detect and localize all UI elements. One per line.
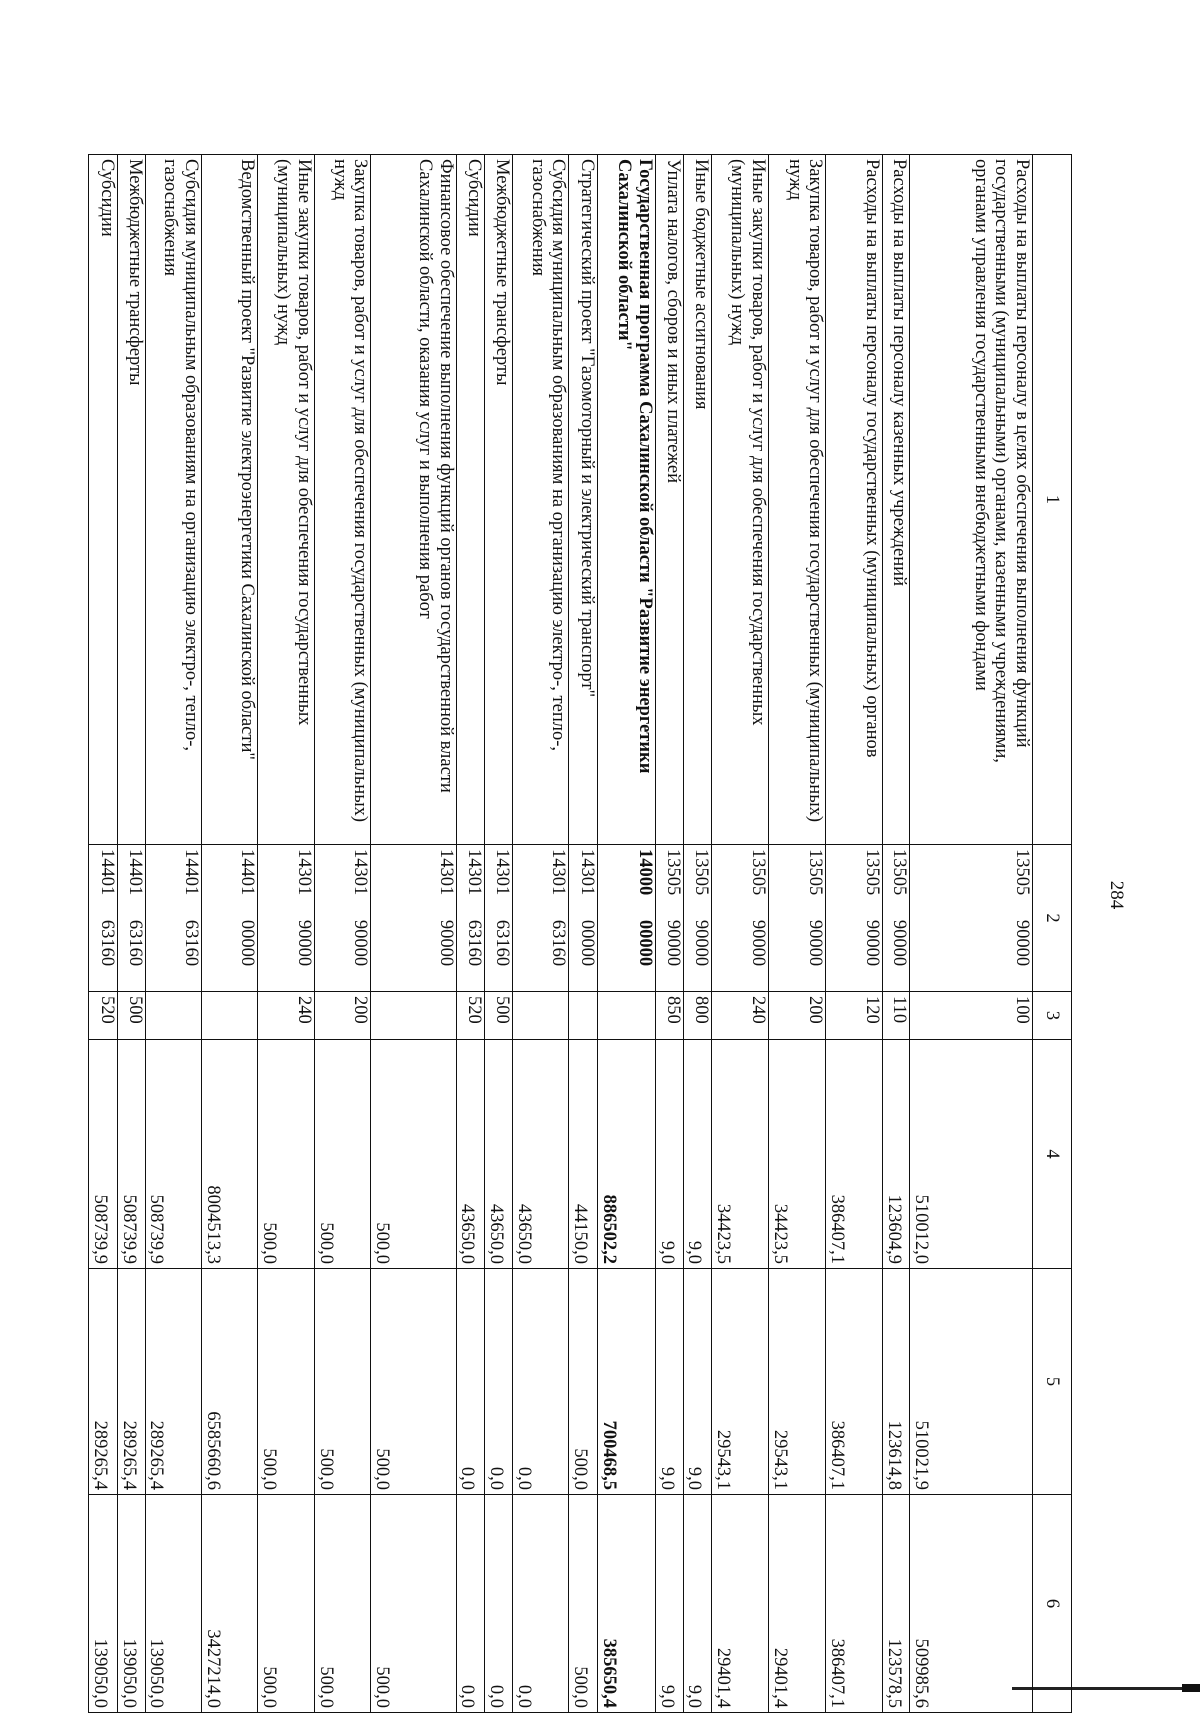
row-value-cell: 9,0: [683, 1495, 712, 1713]
row-value-cell: 123578,5: [882, 1495, 910, 1713]
row-expense-type-cell: 200: [768, 992, 826, 1040]
row-value-cell: 139050,0: [118, 1495, 146, 1713]
row-name-cell: Иные бюджетные ассигнования: [683, 155, 712, 845]
row-value-cell: 386407,1: [826, 1495, 882, 1713]
row-expense-type-cell: 500: [485, 992, 513, 1040]
table-row: [569, 155, 598, 1713]
row-name-cell: Ведомственный проект "Развитие электроэнергетики Сахалинской области": [202, 155, 258, 845]
row-value-cell: 500,0: [258, 1040, 314, 1269]
column-header: 3: [1033, 992, 1072, 1040]
row-value-cell: 500,0: [314, 1040, 370, 1269]
row-expense-type-cell: 800: [683, 992, 712, 1040]
row-value-cell: 500,0: [371, 1040, 456, 1269]
row-expense-type-cell: [202, 992, 258, 1040]
table-row: [712, 155, 768, 1713]
table-row: [145, 155, 201, 1713]
row-expense-type-cell: 520: [89, 992, 118, 1040]
row-value-cell: 289265,4: [118, 1269, 146, 1495]
row-code-cell: 14301 63160: [456, 845, 485, 992]
row-value-cell: 29401,4: [712, 1495, 768, 1713]
row-value-cell: 500,0: [371, 1495, 456, 1713]
row-value-cell: 509985,6: [910, 1495, 1033, 1713]
row-name-cell: Субсидия муниципальным образованиям на организацию электро-, тепло-, газоснабжения: [145, 155, 201, 845]
row-expense-type-cell: 110: [882, 992, 910, 1040]
table-row: [371, 155, 456, 1713]
table-row: [513, 155, 569, 1713]
row-value-cell: 9,0: [655, 1495, 683, 1713]
row-value-cell: 0,0: [456, 1495, 485, 1713]
row-code-cell: 14301 90000: [371, 845, 456, 992]
row-name-cell: Субсидия муниципальным образованиям на организацию электро-, тепло-, газоснабжения: [513, 155, 569, 845]
row-code-cell: 14401 63160: [118, 845, 146, 992]
row-value-cell: 9,0: [655, 1040, 683, 1269]
row-value-cell: 500,0: [569, 1495, 598, 1713]
row-value-cell: 0,0: [513, 1269, 569, 1495]
row-value-cell: 29401,4: [768, 1495, 826, 1713]
row-value-cell: 385650,4: [598, 1495, 656, 1713]
row-value-cell: 6585660,6: [202, 1269, 258, 1495]
header-row: [1033, 155, 1072, 1713]
row-code-cell: 14301 00000: [569, 845, 598, 992]
column-header: 2: [1033, 845, 1072, 992]
row-value-cell: 500,0: [314, 1495, 370, 1713]
row-code-cell: 14401 00000: [202, 845, 258, 992]
row-code-cell: 13505 90000: [910, 845, 1033, 992]
row-expense-type-cell: 240: [712, 992, 768, 1040]
row-expense-type-cell: 500: [118, 992, 146, 1040]
row-name-cell: Межбюджетные трансферты: [118, 155, 146, 845]
table-row: [768, 155, 826, 1713]
row-value-cell: 0,0: [513, 1495, 569, 1713]
budget-table: [88, 154, 1072, 1713]
row-value-cell: 8004513,3: [202, 1040, 258, 1269]
row-name-cell: Субсидии: [456, 155, 485, 845]
row-name-cell: Закупка товаров, работ и услуг для обеспечения государственных (муниципальных) нужд: [768, 155, 826, 845]
row-value-cell: 139050,0: [145, 1495, 201, 1713]
table-row: [202, 155, 258, 1713]
row-value-cell: 289265,4: [89, 1269, 118, 1495]
table-row: [910, 155, 1033, 1713]
row-value-cell: 0,0: [485, 1495, 513, 1713]
table-row: [118, 155, 146, 1713]
row-expense-type-cell: [371, 992, 456, 1040]
table-row: [598, 155, 656, 1713]
row-value-cell: 123614,8: [882, 1269, 910, 1495]
row-code-cell: 13505 90000: [655, 845, 683, 992]
row-value-cell: 386407,1: [826, 1269, 882, 1495]
row-value-cell: 500,0: [569, 1269, 598, 1495]
row-name-cell: Межбюджетные трансферты: [485, 155, 513, 845]
row-expense-type-cell: [513, 992, 569, 1040]
table-row: [683, 155, 712, 1713]
row-code-cell: 13505 90000: [882, 845, 910, 992]
table-row: [456, 155, 485, 1713]
row-name-cell: Иные закупки товаров, работ и услуг для обеспечения государственных (муниципальных) нужд: [258, 155, 314, 845]
table-row: [655, 155, 683, 1713]
row-value-cell: 43650,0: [513, 1040, 569, 1269]
row-value-cell: 139050,0: [89, 1495, 118, 1713]
row-code-cell: 13505 90000: [768, 845, 826, 992]
row-value-cell: 34423,5: [712, 1040, 768, 1269]
page-number: 284: [1106, 880, 1127, 910]
row-value-cell: 386407,1: [826, 1040, 882, 1269]
row-name-cell: Закупка товаров, работ и услуг для обеспечения государственных (муниципальных) нужд: [314, 155, 370, 845]
row-code-cell: 14301 63160: [513, 845, 569, 992]
row-value-cell: 43650,0: [485, 1040, 513, 1269]
row-expense-type-cell: 200: [314, 992, 370, 1040]
row-value-cell: 500,0: [371, 1269, 456, 1495]
row-value-cell: 700468,5: [598, 1269, 656, 1495]
column-header: 6: [1033, 1495, 1072, 1713]
row-expense-type-cell: 520: [456, 992, 485, 1040]
row-value-cell: 9,0: [655, 1269, 683, 1495]
row-value-cell: 9,0: [683, 1040, 712, 1269]
row-expense-type-cell: 100: [910, 992, 1033, 1040]
row-value-cell: 43650,0: [456, 1040, 485, 1269]
row-expense-type-cell: 850: [655, 992, 683, 1040]
row-code-cell: 13505 90000: [712, 845, 768, 992]
row-code-cell: 14301 90000: [314, 845, 370, 992]
row-value-cell: 508739,9: [89, 1040, 118, 1269]
row-value-cell: 500,0: [314, 1269, 370, 1495]
column-header: 5: [1033, 1269, 1072, 1495]
row-value-cell: 9,0: [683, 1269, 712, 1495]
row-name-cell: Расходы на выплаты персоналу в целях обеспечения выполнения функций государственными (муниципальными) органами, казенными учреждениями, органами управления государственными внебюджетными фондами: [910, 155, 1033, 845]
row-value-cell: 44150,0: [569, 1040, 598, 1269]
row-name-cell: Уплата налогов, сборов и иных платежей: [655, 155, 683, 845]
row-name-cell: Расходы на выплаты персоналу государственных (муниципальных) органов: [826, 155, 882, 845]
table-row: [485, 155, 513, 1713]
row-value-cell: 34423,5: [768, 1040, 826, 1269]
row-code-cell: 14401 63160: [89, 845, 118, 992]
row-code-cell: 14401 63160: [145, 845, 201, 992]
row-value-cell: 3427214,0: [202, 1495, 258, 1713]
table-row: [89, 155, 118, 1713]
row-value-cell: 0,0: [456, 1269, 485, 1495]
scan-mark: [1182, 1684, 1200, 1692]
row-name-cell: Государственная программа Сахалинской области "Развитие энергетики Сахалинской области": [598, 155, 656, 845]
row-name-cell: Иные закупки товаров, работ и услуг для обеспечения государственных (муниципальных) нужд: [712, 155, 768, 845]
row-code-cell: 14000 00000: [598, 845, 656, 992]
row-expense-type-cell: [145, 992, 201, 1040]
row-name-cell: Стратегический проект "Газомоторный и электрический транспорт": [569, 155, 598, 845]
table-body: [89, 155, 1033, 1713]
row-code-cell: 14301 90000: [258, 845, 314, 992]
table-row: [314, 155, 370, 1713]
row-value-cell: 508739,9: [145, 1040, 201, 1269]
row-value-cell: 29543,1: [712, 1269, 768, 1495]
column-header: 1: [1033, 155, 1072, 845]
row-value-cell: 508739,9: [118, 1040, 146, 1269]
row-code-cell: 14301 63160: [485, 845, 513, 992]
table-row: [882, 155, 910, 1713]
row-expense-type-cell: [598, 992, 656, 1040]
row-value-cell: 500,0: [258, 1269, 314, 1495]
row-expense-type-cell: 120: [826, 992, 882, 1040]
row-value-cell: 29543,1: [768, 1269, 826, 1495]
row-code-cell: 13505 90000: [683, 845, 712, 992]
row-value-cell: 500,0: [258, 1495, 314, 1713]
row-value-cell: 886502,2: [598, 1040, 656, 1269]
row-name-cell: Финансовое обеспечение выполнения функций органов государственной власти Сахалинской области, оказания услуг и выполнения работ: [371, 155, 456, 845]
row-name-cell: Расходы на выплаты персоналу казенных учреждений: [882, 155, 910, 845]
row-expense-type-cell: 240: [258, 992, 314, 1040]
row-name-cell: Субсидии: [89, 155, 118, 845]
row-value-cell: 510012,0: [910, 1040, 1033, 1269]
row-value-cell: 123604,9: [882, 1040, 910, 1269]
table-row: [258, 155, 314, 1713]
row-expense-type-cell: [569, 992, 598, 1040]
row-value-cell: 510021,9: [910, 1269, 1033, 1495]
column-header: 4: [1033, 1040, 1072, 1269]
row-value-cell: 289265,4: [145, 1269, 201, 1495]
row-value-cell: 0,0: [485, 1269, 513, 1495]
table-container: [88, 154, 1072, 1712]
table-row: [826, 155, 882, 1713]
row-code-cell: 13505 90000: [826, 845, 882, 992]
